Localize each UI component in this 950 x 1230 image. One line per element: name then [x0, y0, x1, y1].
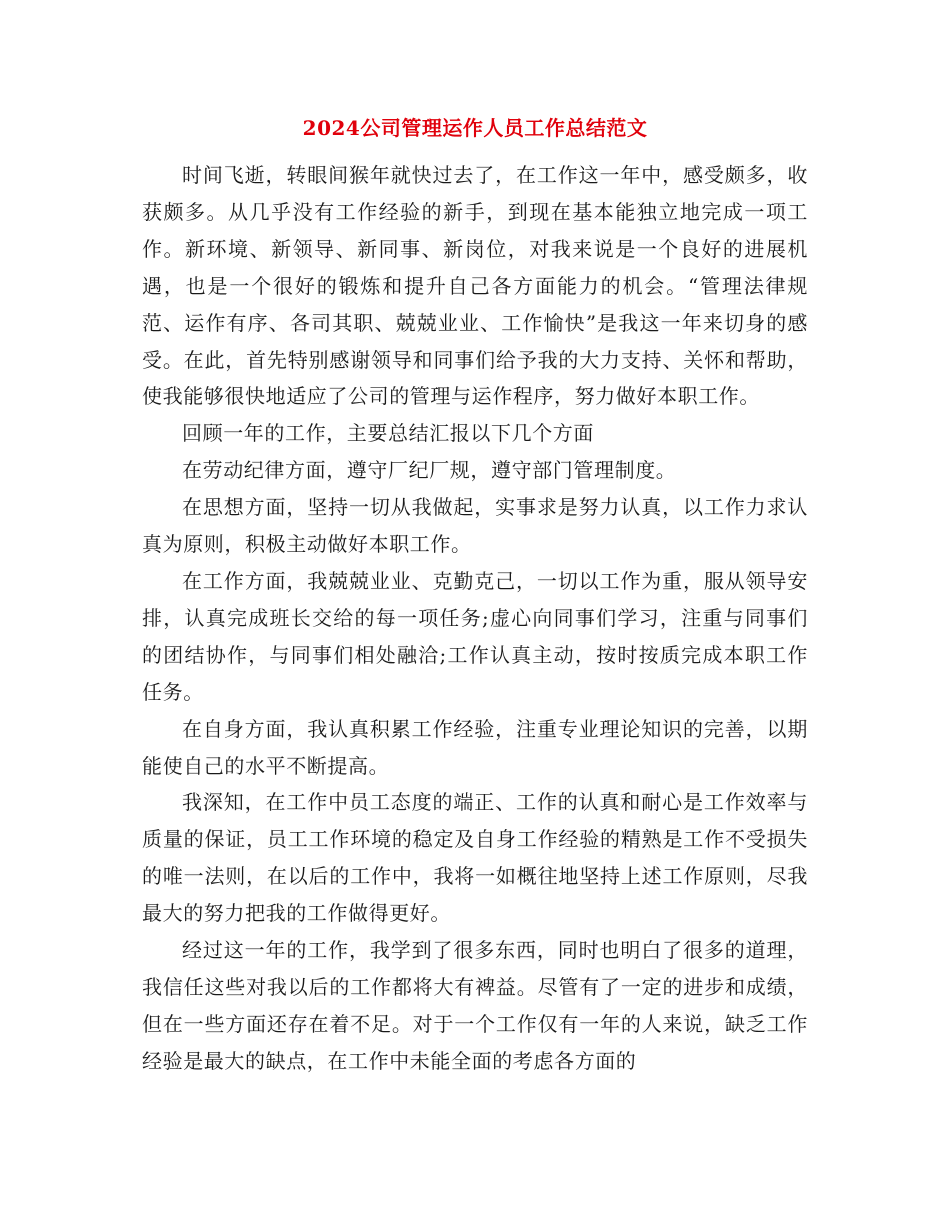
paragraph-work: 在工作方面，我兢兢业业、克勤克己，一切以工作为重，服从领导安排，认真完成班长交给的每一项任务;虚心向同事们学习，注重与同事们的团结协作，与同事们相处融洽;工作认真主动，按时按质完成本职工作任务。	[142, 568, 808, 704]
paragraph-principles: 我深知，在工作中员工态度的端正、工作的认真和耐心是工作效率与质量的保证，员工工作环境的稳定及自身工作经验的精熟是工作不受损失的唯一法则，在以后的工作中，我将一如概往地坚持上述工作原则，尽我最大的努力把我的工作做得更好。	[142, 790, 808, 926]
paragraph-thinking: 在思想方面，坚持一切从我做起，实事求是努力认真，以工作力求认真为原则，积极主动做好本职工作。	[142, 495, 808, 557]
document-body	[142, 157, 808, 1080]
document-title: 2024公司管理运作人员工作总结范文	[302, 116, 648, 140]
paragraph-discipline: 在劳动纪律方面，遵守厂纪厂规，遵守部门管理制度。	[182, 458, 677, 483]
paragraph-intro: 时间飞逝，转眼间猴年就快过去了，在工作这一年中，感受颇多，收获颇多。从几乎没有工作经验的新手，到现在基本能独立地完成一项工作。新环境、新领导、新同事、新岗位，对我来说是一个良好的进展机遇，也是一个很好的锻炼和提升自己各方面能力的机会。“管理法律规范、运作有序、各司其职、兢兢业业、工作愉快”是我这一年来切身的感受。在此，首先特别感谢领导和同事们给予我的大力支持、关怀和帮助，使我能够很快地适应了公司的管理与运作程序，努力做好本职工作。	[142, 163, 808, 409]
paragraph-lessons: 经过这一年的工作，我学到了很多东西，同时也明白了很多的道理，我信任这些对我以后的工作都将大有裨益。尽管有了一定的进步和成绩，但在一些方面还存在着不足。对于一个工作仅有一年的人来说，缺乏工作经验是最大的缺点，在工作中未能全面的考虑各方面的	[142, 938, 808, 1073]
paragraph-self: 在自身方面，我认真积累工作经验，注重专业理论知识的完善，以期能使自己的水平不断提高。	[142, 716, 808, 778]
paragraph-review: 回顾一年的工作，主要总结汇报以下几个方面	[182, 421, 594, 446]
